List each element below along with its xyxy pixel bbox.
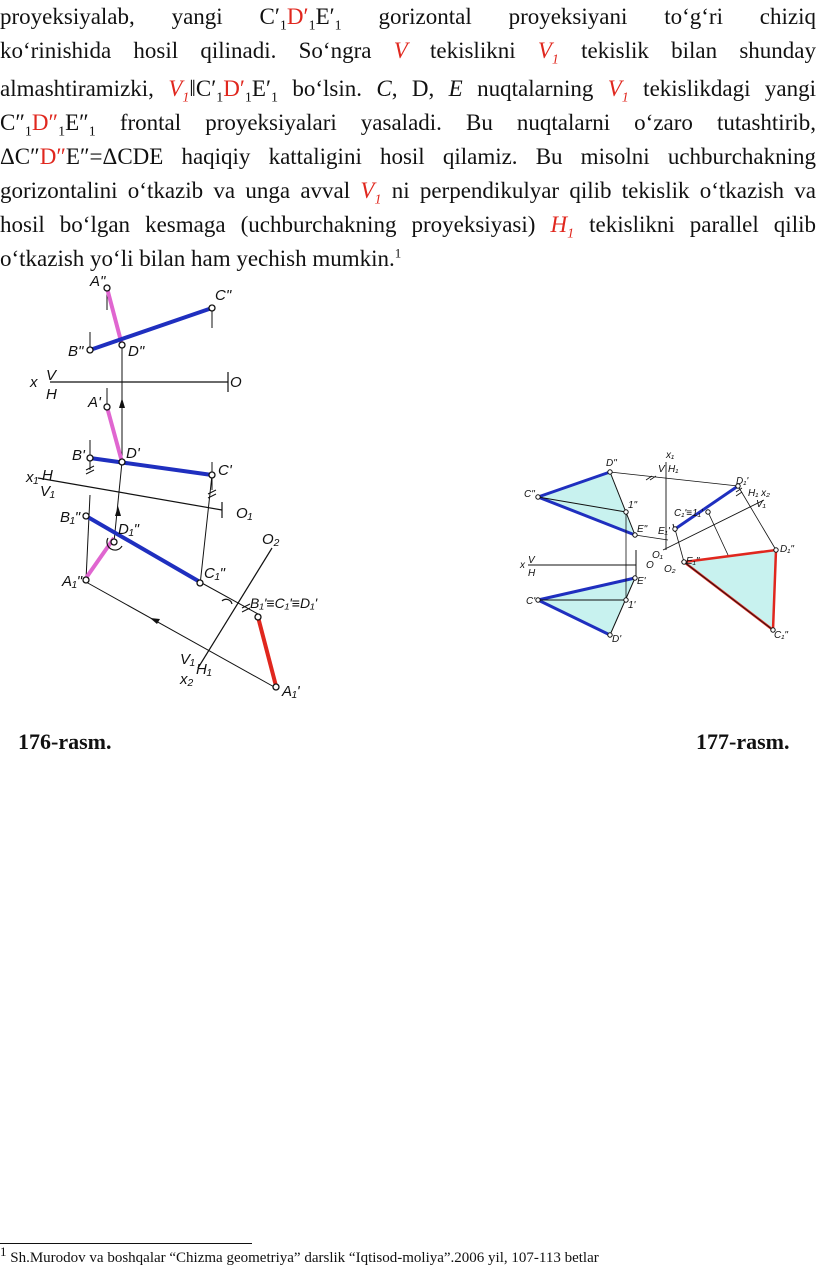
segment-red-176 (258, 617, 276, 686)
text-line-2: ko‘rinishida hosil qilinadi. So‘ngra V tekislikni $V_1$ tekislik bilan shunday (0, 38, 816, 68)
label-v1b: V₁ (180, 651, 195, 668)
lbl177-e1pp: E₁" (686, 556, 700, 567)
segment-a2-d2 (107, 288, 122, 345)
lbl177-d2: D" (606, 458, 617, 469)
figure-177 (518, 450, 816, 660)
text-line-5: ΔC″D″E″=ΔCDE haqiqiy kattaligini hosil qilamiz. Bu misolni uchburchakning (0, 144, 816, 169)
label-x: x (30, 374, 38, 391)
label-b2: B" (68, 343, 84, 360)
label-a2: A" (90, 273, 106, 290)
caption-176: 176-rasm. (18, 729, 112, 754)
caption-177: 177-rasm. (696, 729, 790, 754)
lbl177-o2: O₂ (664, 564, 676, 575)
lbl177-o1: O₁ (652, 550, 663, 561)
body-paragraph (0, 0, 816, 276)
lbl177-x: x (520, 560, 525, 571)
lbl177-h: H (528, 568, 536, 579)
text-line-1: proyeksiyalab, yangi $C'_1D'_1E'_1$ gorizontal proyeksiyani to‘g‘ri chiziq (0, 4, 816, 34)
label-o1: O₁ (236, 505, 253, 522)
label-b1pp: B₁" (60, 509, 81, 526)
segment-b2-c2 (90, 308, 212, 350)
lbl177-x1: x₁ (666, 450, 675, 461)
footnote: $^1$ Sh.Murodov va boshqalar “Chizma geometriya” darslik “Iqtisod-moliya”.2006 yil, 107-113 betlar (0, 1244, 599, 1266)
label-a1pp: A₁" (62, 573, 83, 590)
label-v: V (46, 367, 57, 384)
axis-x1 (38, 478, 222, 510)
label-d1pp: D₁" (118, 521, 139, 538)
label-d1: D' (126, 445, 140, 462)
label-h1b: H₁ (196, 661, 212, 678)
label-d2: D" (128, 343, 145, 360)
lbl177-e2: E" (637, 524, 648, 535)
label-a1p: A₁' (282, 683, 300, 700)
label-a1: A' (88, 394, 101, 411)
lbl177-e1: E' (637, 576, 646, 587)
label-v1: V₁ (40, 483, 55, 500)
text-line-4: $C''_1D''_1E''_1$ frontal proyeksiyalari yasaladi. Bu nuqtalarni o‘zaro tutashtirib, (0, 110, 816, 140)
lbl177-v-low: V (528, 555, 535, 566)
lbl177-e1p: E₁' (658, 526, 670, 537)
lbl177-v1: V₁ (756, 499, 766, 510)
label-b1: B' (72, 447, 85, 464)
lbl177-c1eq: C₁'≡1₁' (674, 508, 703, 519)
footnote-ref: 1 (394, 245, 402, 261)
label-x2: x₂ (180, 671, 194, 688)
lbl177-1p: 1' (628, 600, 636, 611)
text-line-6: gorizontalini o‘tkazib va unga avval $V_1$ ni perpendikulyar qilib tekislik o‘tkazish va (0, 178, 816, 208)
label-coinc: B₁'≡C₁'≡D₁' (250, 595, 318, 611)
label-c1: C' (218, 462, 232, 479)
lbl177-c1pp: C₁" (774, 630, 788, 641)
lbl177-h1x2: H₁ x₂ (748, 488, 770, 499)
lbl177-d1: D' (612, 634, 622, 645)
label-o2: O₂ (262, 531, 280, 548)
figure-176 (0, 270, 340, 710)
lbl177-c2: C" (524, 489, 535, 500)
lbl177-h1: H₁ (668, 464, 679, 475)
text-line-7: hosil bo‘lgan kesmaga (uchburchakning proyeksiyasi) $H_1$ tekislikni parallel qilib (0, 212, 816, 242)
lbl177-d1pp: D₁" (780, 544, 794, 555)
lbl177-1pp: 1" (628, 500, 638, 511)
text-line-8: o‘tkazish yo‘li bilan ham yechish mumkin.$^1$ (0, 245, 402, 271)
label-h: H (46, 386, 57, 403)
lbl177-v: V (658, 464, 665, 475)
label-x1: x₁ (26, 469, 39, 486)
label-o: O (230, 374, 242, 391)
footnote-rule (0, 1243, 252, 1244)
label-h-x1: H (42, 467, 53, 484)
label-c1pp: C₁" (204, 565, 225, 582)
lbl177-d1p: D₁' (736, 476, 749, 487)
lbl177-o: O (646, 560, 654, 571)
label-c2: C" (215, 287, 232, 304)
text-line-3: almashtiramizki, $V_1‖C'_1D'_1E'_1$ bo‘lsin. C, D, E nuqtalarning $V_1$ tekislikdagi yangi (0, 76, 816, 106)
lbl177-c1: C' (526, 596, 536, 607)
